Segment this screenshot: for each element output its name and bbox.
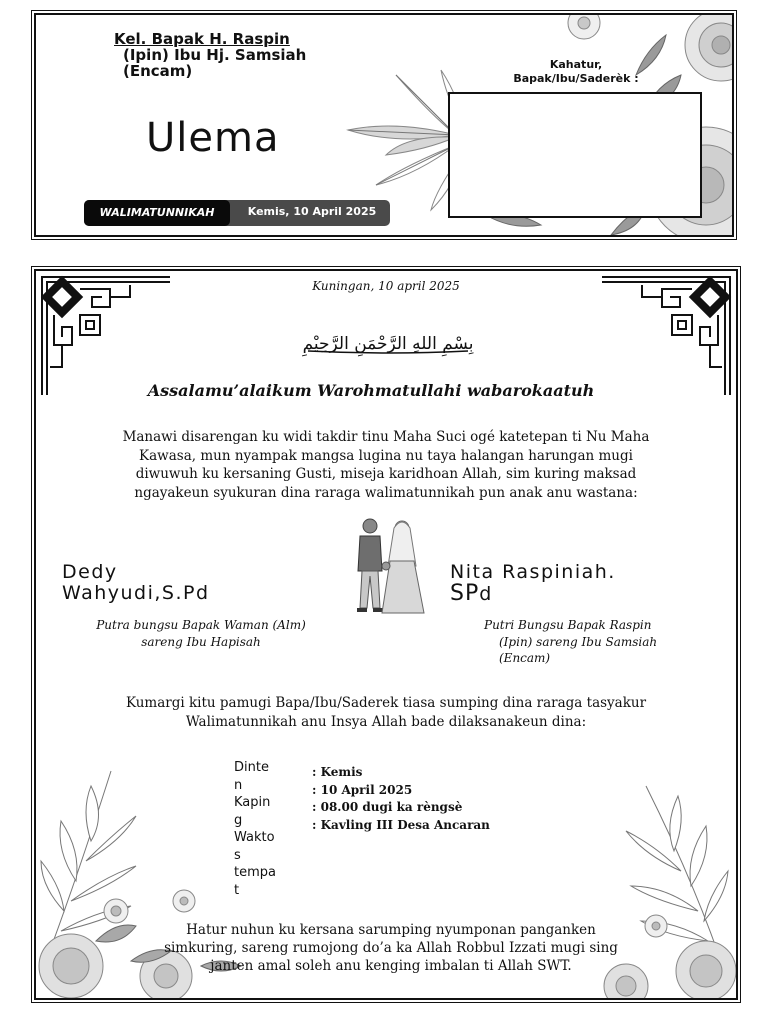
event-values — [312, 764, 532, 834]
groom-name — [62, 562, 302, 604]
recipient-label — [506, 58, 646, 86]
basmalah-text: بِسْمِ اللهِ الرَّحْمَنِ الرَّحِيْمِ — [302, 334, 474, 354]
bride-parents-line-3: (Encam) — [499, 651, 551, 665]
invitation-paragraph: Kumargi kitu pamugi Bapa/Ibu/Saderek tiasa sumping dina raraga tasyakur Walimatunnikah anu Insya Allah bade dilaksanakeun dina: — [125, 695, 647, 730]
event-date-value: : 10 April 2025 — [312, 782, 413, 797]
event-labels — [234, 759, 286, 899]
event-location: : Kavling III Desa Ancaran — [312, 817, 490, 832]
envelope-card — [34, 13, 734, 237]
basmalah-calligraphy-icon — [268, 321, 508, 361]
event-tag: WALIMATUNNIKAH — [84, 200, 230, 226]
bride-name — [450, 562, 690, 605]
groom-name-line-1: Dedy — [62, 561, 118, 583]
event-label: n — [234, 777, 243, 793]
greeting: Assalamu’alaikum Warohmatullahi wabarokaatuh — [147, 381, 595, 400]
corner-ornament-right-icon — [602, 275, 732, 395]
groom-parents-line-2: sareng Ibu Hapisah — [141, 634, 261, 649]
event-label: g — [234, 812, 243, 828]
bride-parents-line-1: Putri Bungsu Bapak Raspin — [484, 618, 652, 632]
couple-illustration-icon — [342, 516, 432, 616]
bride-name-line-2: SP — [450, 581, 480, 606]
envelope-info-bar — [84, 200, 390, 226]
bride-parents — [484, 617, 684, 667]
recipient-address-box[interactable] — [448, 92, 702, 218]
sender-name — [114, 31, 306, 79]
bride-name-line-1: Nita Raspiniah. — [450, 561, 616, 583]
corner-ornament-left-icon — [40, 275, 170, 395]
groom-name-line-2: Wahyudi,S.Pd — [62, 582, 210, 604]
bride-parents-line-2: (Ipin) sareng Ibu Samsiah — [499, 634, 658, 649]
place-date: Kuningan, 10 april 2025 — [312, 279, 460, 293]
envelope-title: Ulema — [146, 115, 280, 161]
sender-line-1: Kel. Bapak H. Raspin — [114, 30, 290, 48]
event-label: Wakto — [234, 830, 275, 845]
groom-parents — [76, 617, 326, 650]
sender-line-2: (Ipin) Ibu Hj. Samsiah — [123, 46, 307, 64]
event-label: tempa — [234, 865, 276, 880]
event-time: : 08.00 dugi ka rèngsè — [312, 800, 463, 814]
event-label: s — [234, 847, 241, 863]
event-label: Dinte — [234, 760, 269, 775]
invitation-card — [34, 269, 738, 1000]
intro-paragraph: Manawi disarengan ku widi takdir tinu Maha Suci ogé katetepan ti Nu Maha Kawasa, mun nyampak mangsa lugina nu taya halangan harungan mugi diwuwuh ku kersaning Gusti, miseja karidhoan Allah, sim kuring maksad ngayakeun syukuran dina raraga walimatunnikah pun anak anu wastana: — [122, 429, 650, 501]
closing-paragraph: Hatur nuhun ku kersana sarumping nyumponan panganken simkuring, sareng rumojong do’a ka Allah Robbul Izzati mugi sing janten amal soleh anu kenging imbalan ti Allah SWT. — [164, 922, 618, 974]
sender-line-3: (Encam) — [123, 62, 193, 80]
recipient-label-line-2: Bapak/Ibu/Saderèk : — [513, 72, 639, 85]
recipient-label-line-1: Kahatur, — [549, 58, 603, 71]
bride-name-line-2-suffix: d — [479, 583, 493, 605]
groom-parents-line-1: Putra bungsu Bapak Waman (Alm) — [96, 618, 306, 632]
event-label: t — [234, 882, 240, 898]
event-day: : Kemis — [312, 765, 363, 779]
event-label: Kapin — [234, 795, 271, 810]
event-date: Kemis, 10 April 2025 — [247, 205, 377, 218]
